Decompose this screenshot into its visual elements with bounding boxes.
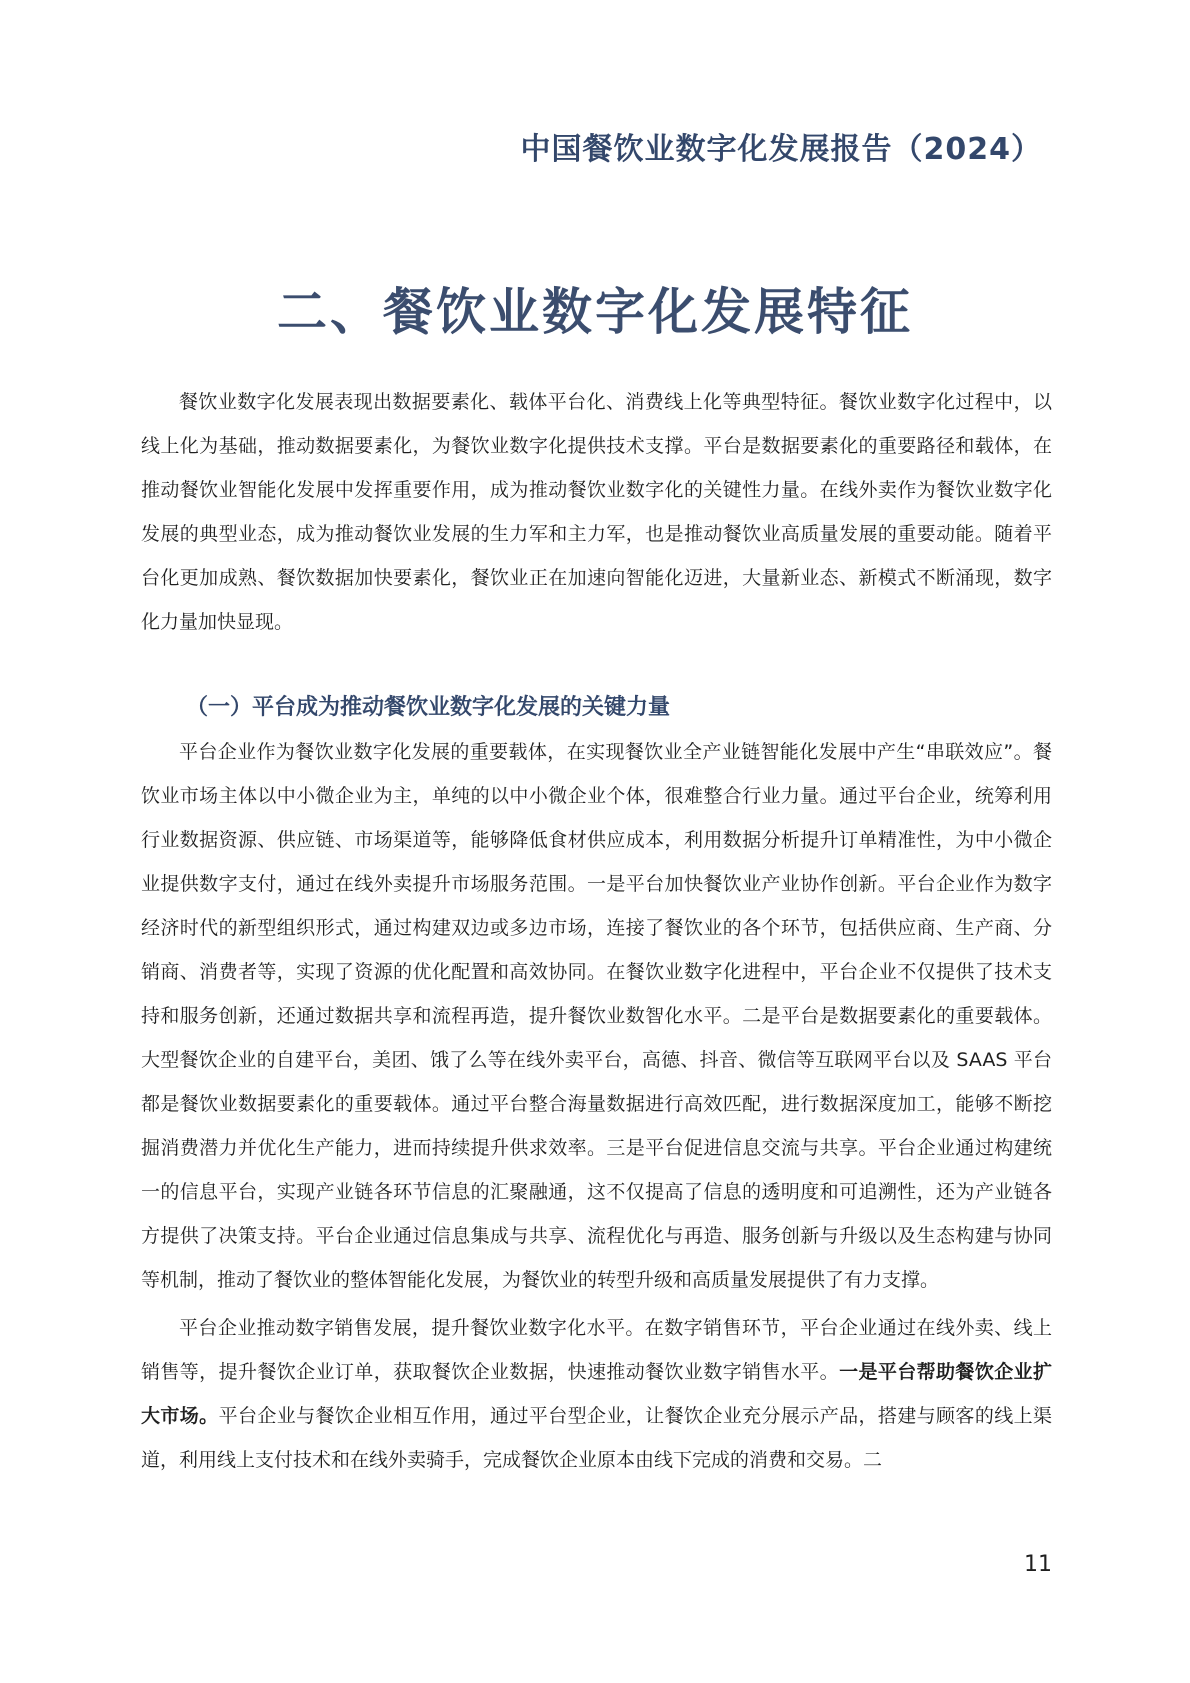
body-content (141, 380, 1052, 1482)
paragraph-2-end: 平台企业与餐饮企业相互作用，通过平台型企业，让餐饮企业充分展示产品，搭建与顾客的线上渠道，利用线上支付技术和在线外卖骑手，完成餐饮企业原本由线下完成的消费和交易。二 (141, 1405, 1052, 1471)
chapter-title: 二、餐饮业数字化发展特征 (277, 282, 913, 341)
section-paragraph-1: 平台企业作为餐饮业数字化发展的重要载体，在实现餐饮业全产业链智能化发展中产生“串联效应”。餐饮业市场主体以中小微企业为主，单纯的以中小微企业个体，很难整合行业力量。通过平台企业，统筹利用行业数据资源、供应链、市场渠道等，能够降低食材供应成本，利用数据分析提升订单精准性，为中小微企业提供数字支付，通过在线外卖提升市场服务范围。一是平台加快餐饮业产业协作创新。平台企业作为数字经济时代的新型组织形式，通过构建双边或多边市场，连接了餐饮业的各个环节，包括供应商、生产商、分销商、消费者等，实现了资源的优化配置和高效协同。在餐饮业数字化进程中，平台企业不仅提供了技术支持和服务创新，还通过数据共享和流程再造，提升餐饮业数智化水平。二是平台是数据要素化的重要载体。大型餐饮企业的自建平台，美团、饿了么等在线外卖平台，高德、抖音、微信等互联网平台以及 SAAS 平台都是餐饮业数据要素化的重要载体。通过平台整合海量数据进行高效匹配，进行数据深度加工，能够不断挖掘消费潜力并优化生产能力，进而持续提升供求效率。三是平台促进信息交流与共享。平台企业通过构建统一的信息平台，实现产业链各环节信息的汇聚融通，这不仅提高了信息的透明度和可追溯性，还为产业链各方提供了决策支持。平台企业通过信息集成与共享、流程优化与再造、服务创新与升级以及生态构建与协同等机制，推动了餐饮业的整体智能化发展，为餐饮业的转型升级和高质量发展提供了有力支撑。 (141, 741, 1052, 1291)
paragraph-2-start: 平台企业推动数字销售发展，提升餐饮业数字化水平。在数字销售环节，平台企业通过在线外卖、线上销售等，提升餐饮企业订单，获取餐饮企业数据，快速推动餐饮业数字销售水平。 (141, 1317, 1052, 1383)
intro-paragraph: 餐饮业数字化发展表现出数据要素化、载体平台化、消费线上化等典型特征。餐饮业数字化过程中，以线上化为基础，推动数据要素化，为餐饮业数字化提供技术支撑。平台是数据要素化的重要路径和载体，在推动餐饮业智能化发展中发挥重要作用，成为推动餐饮业数字化的关键性力量。在线外卖作为餐饮业数字化发展的典型业态，成为推动餐饮业发展的生力军和主力军，也是推动餐饮业高质量发展的重要动能。随着平台化更加成熟、餐饮数据加快要素化，餐饮业正在加速向智能化迈进，大量新业态、新模式不断涌现，数字化力量加快显现。 (141, 391, 1052, 633)
page-number: 11 (1024, 1552, 1052, 1577)
running-header-title: 中国餐饮业数字化发展报告（2024） (520, 132, 1042, 167)
section-paragraph-2 (141, 1306, 1052, 1482)
section-heading: （一）平台成为推动餐饮业数字化发展的关键力量 (186, 695, 671, 720)
paragraph-2-emphasis: 一是平台帮助餐饮企业扩大市场。 (141, 1361, 1052, 1427)
